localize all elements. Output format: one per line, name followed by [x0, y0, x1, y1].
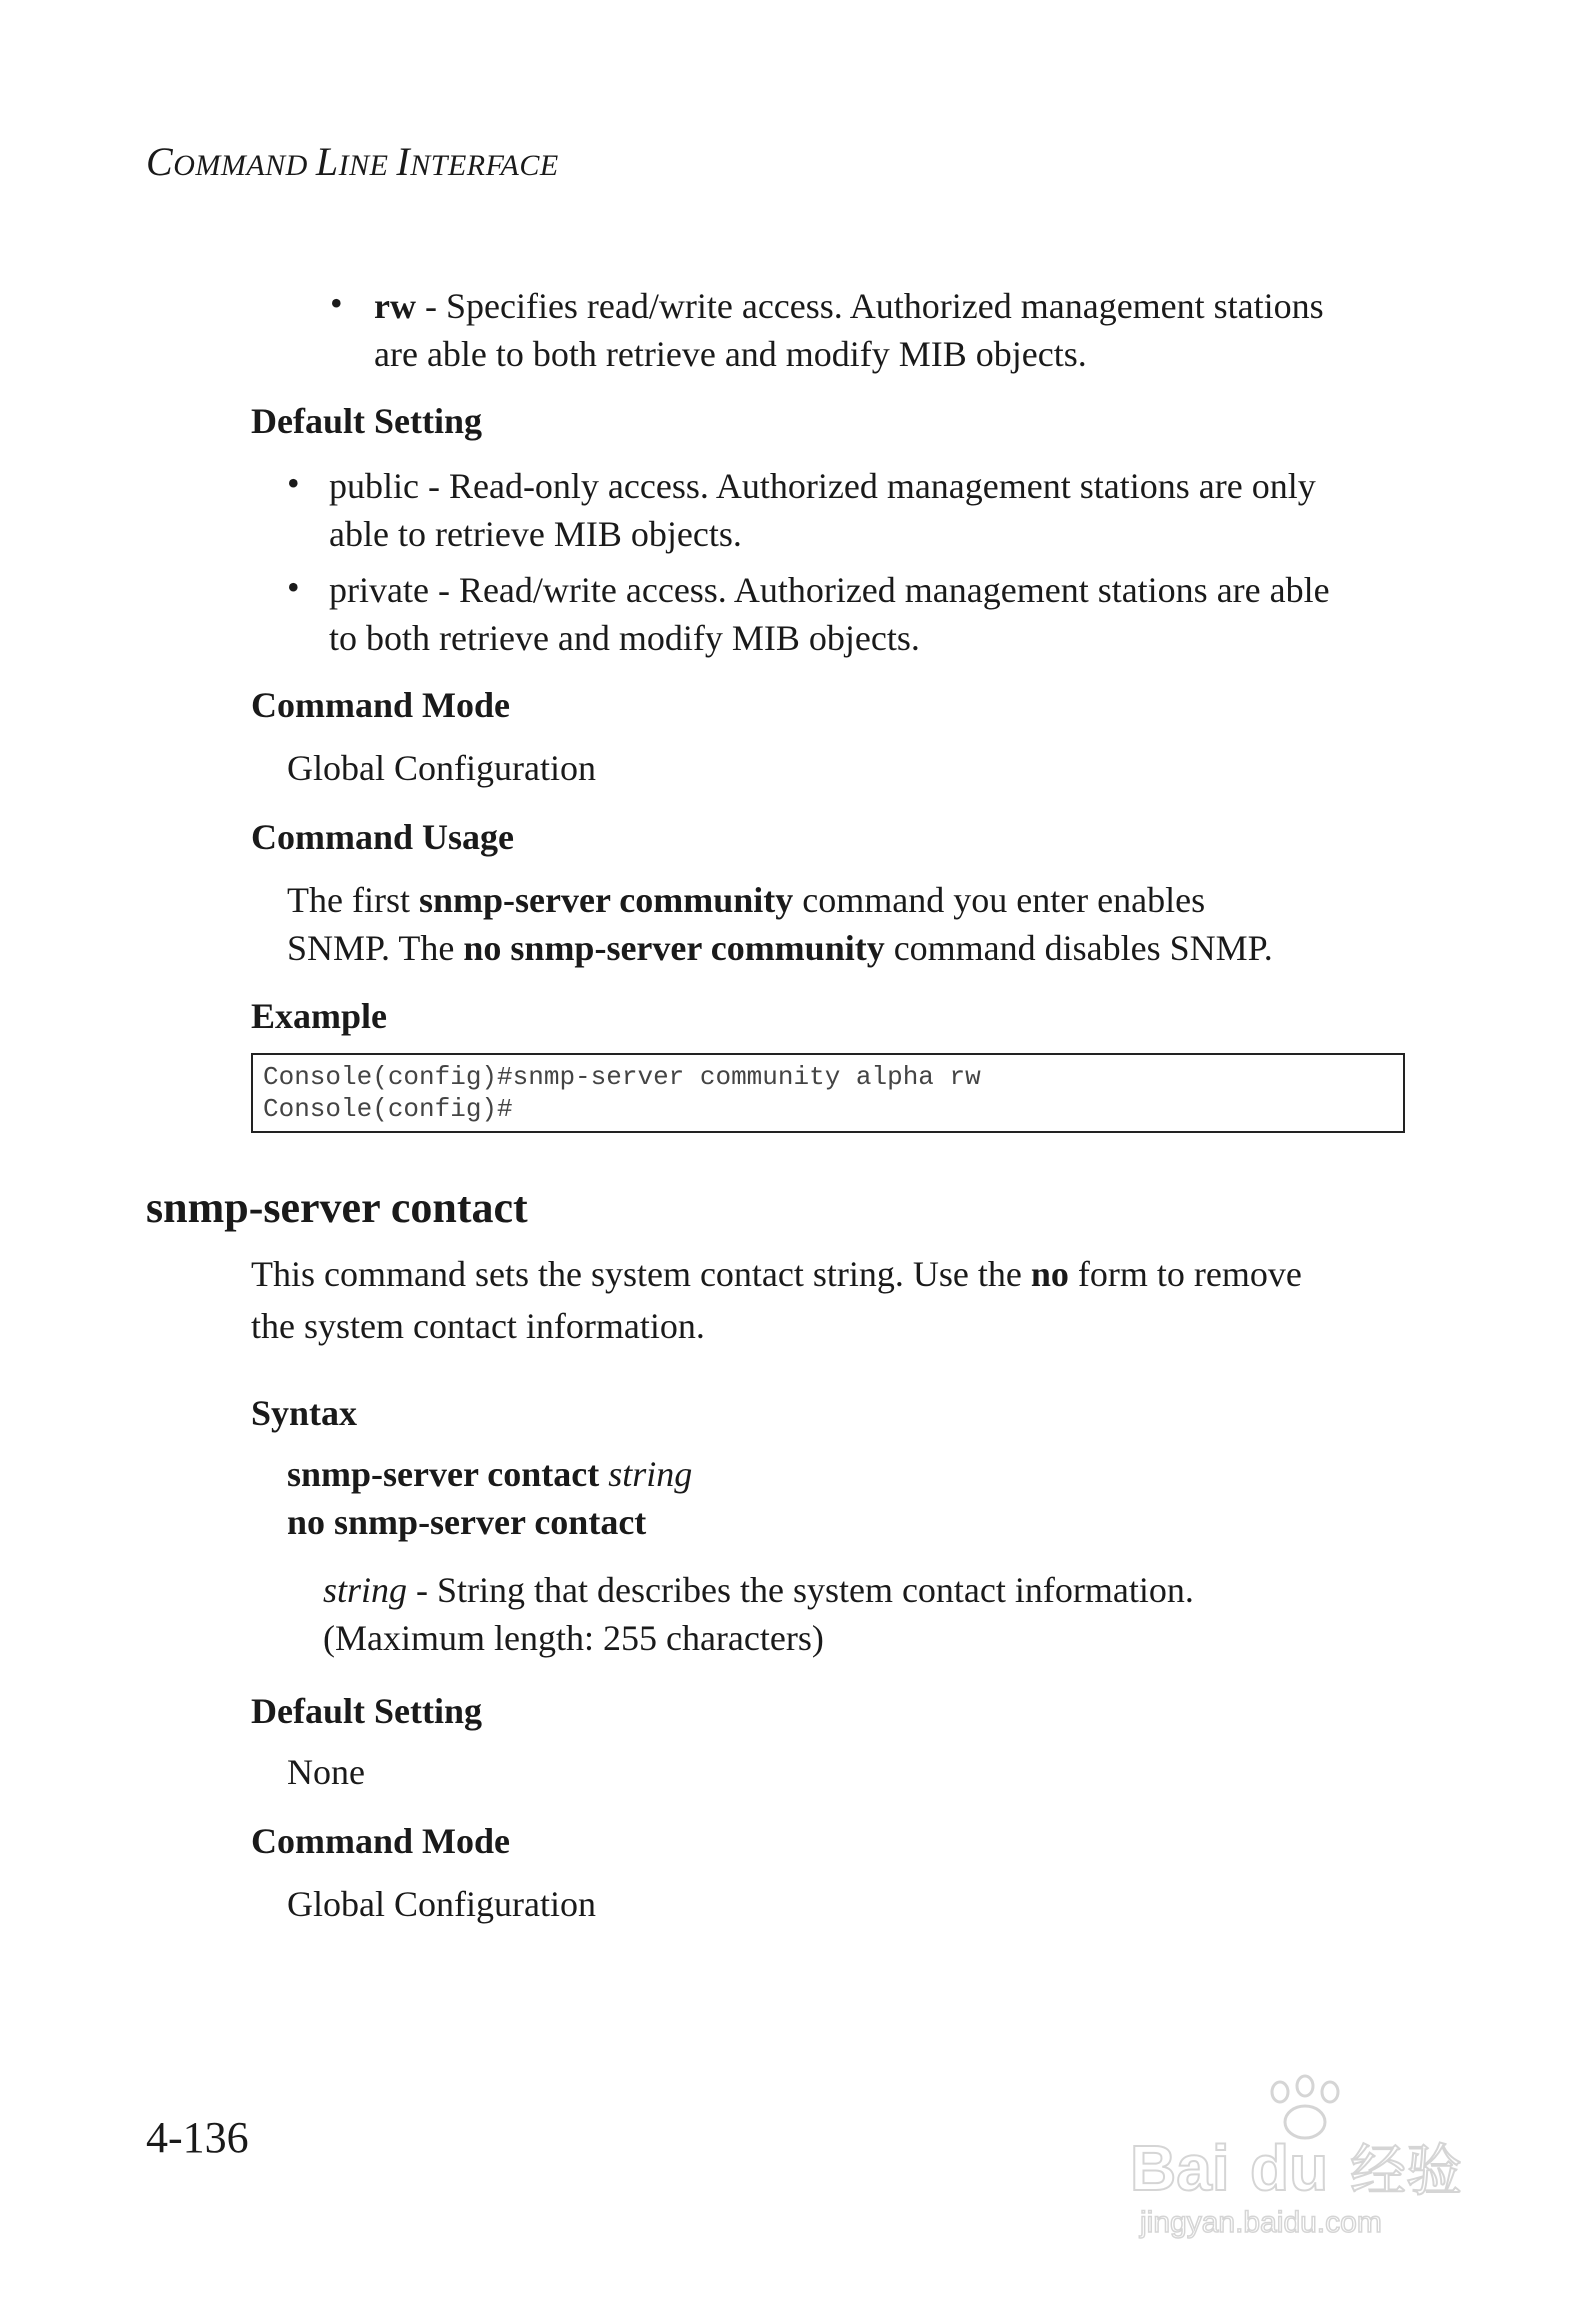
svg-text:du: du: [1250, 2132, 1329, 2204]
desc-text: This command sets the system contact string. Use the: [251, 1254, 1031, 1294]
default-public-item: [329, 462, 1419, 558]
param-desc-line2: (Maximum length: 255 characters): [323, 1618, 824, 1658]
public-line2: able to retrieve MIB objects.: [329, 514, 742, 554]
svg-text:Bai: Bai: [1130, 2132, 1230, 2204]
usage-text: command you enter enables: [793, 880, 1206, 920]
public-line1: public - Read-only access. Authorized management stations are only: [329, 466, 1316, 506]
command-usage-heading: Command Usage: [251, 817, 515, 857]
command-mode-value: Global Configuration: [287, 748, 596, 788]
default-setting-value: None: [287, 1752, 365, 1792]
running-head-c2: L: [315, 139, 339, 184]
running-head-r3: NTERFACE: [410, 149, 559, 182]
bullet-icon: •: [330, 283, 343, 323]
command-mode-heading: Command Mode: [251, 685, 510, 725]
rw-desc-line2: are able to both retrieve and modify MIB objects.: [374, 334, 1087, 374]
default-private-item: [329, 566, 1419, 662]
usage-cmd: no snmp-server community: [463, 928, 885, 968]
baidu-watermark-logo: [1120, 2070, 1500, 2240]
running-head-r2: INE: [338, 149, 397, 182]
syntax-arg: string: [608, 1454, 693, 1494]
code-line: Console(config)#: [263, 1094, 513, 1124]
syntax-heading: Syntax: [251, 1393, 358, 1433]
running-head-r1: OMMAND: [173, 149, 316, 182]
bullet-icon: •: [287, 567, 300, 607]
running-head-c1: C: [146, 139, 174, 184]
desc-keyword: no: [1030, 1254, 1069, 1294]
command-mode-heading: Command Mode: [251, 1821, 510, 1861]
param-name: string: [323, 1570, 408, 1610]
svg-text:jingyan.baidu.com: jingyan.baidu.com: [1140, 2206, 1382, 2239]
example-heading: Example: [251, 996, 388, 1036]
syntax-commands: [287, 1450, 692, 1546]
running-head: [146, 138, 559, 185]
default-setting-heading: Default Setting: [251, 401, 482, 441]
syntax-param: [323, 1566, 1413, 1662]
syntax-cmd: snmp-server contact: [287, 1454, 600, 1494]
usage-text: SNMP. The: [287, 928, 464, 968]
desc-text: form to remove: [1068, 1254, 1302, 1294]
usage-text: The first: [287, 880, 419, 920]
code-example-box: [251, 1053, 1405, 1133]
code-line: Console(config)#snmp-server community alpha rw: [263, 1062, 981, 1092]
svg-text:经验: 经验: [1350, 2139, 1462, 2204]
syntax-cmd: no snmp-server contact: [287, 1502, 647, 1542]
section-description: [251, 1248, 1411, 1352]
rw-desc-line1: - Specifies read/write access. Authorized management stations: [415, 286, 1324, 326]
default-setting-heading: Default Setting: [251, 1691, 482, 1731]
page-number: 4-136: [146, 2113, 249, 2162]
usage-text: command disables SNMP.: [884, 928, 1273, 968]
private-line2: to both retrieve and modify MIB objects.: [329, 618, 920, 658]
section-title: snmp-server contact: [146, 1183, 528, 1232]
running-head-c3: I: [396, 139, 411, 184]
private-line1: private - Read/write access. Authorized management stations are able: [329, 570, 1330, 610]
rw-item: [374, 282, 1414, 378]
bullet-icon: •: [287, 463, 300, 503]
command-usage-text: [287, 876, 1407, 972]
rw-term: rw: [374, 286, 416, 326]
desc-line2: the system contact information.: [251, 1306, 705, 1346]
param-desc: - String that describes the system contact information.: [407, 1570, 1194, 1610]
command-mode-value: Global Configuration: [287, 1884, 596, 1924]
usage-cmd: snmp-server community: [418, 880, 794, 920]
